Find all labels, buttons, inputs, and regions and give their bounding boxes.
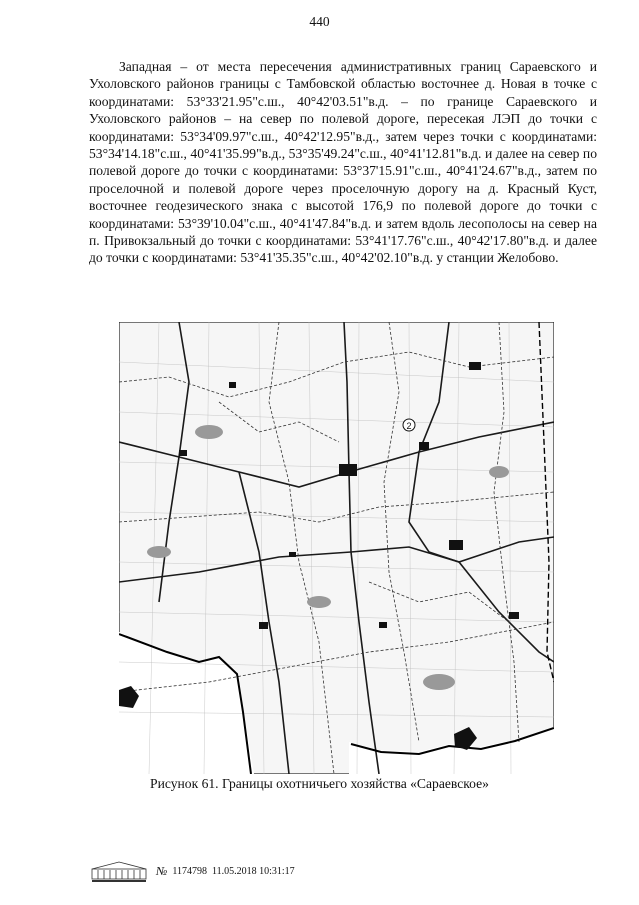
number-sign: № bbox=[156, 863, 168, 878]
page-number: 440 bbox=[309, 14, 330, 29]
registration-datetime: 11.05.2018 10:31:17 bbox=[211, 865, 295, 877]
document-number: 1174798 bbox=[172, 865, 207, 877]
hunting-ground-map bbox=[119, 322, 554, 774]
boundary-description bbox=[89, 58, 597, 267]
boundary-paragraph: Западная – от места пересечения административных границ Сараевского и Ухоловского районов границы с Тамбовской областью восточнее д. Новая в точке с координатами: 53°33'21.95"с.ш., 40°42'03.51"в.д. – по границе Сараевского и Ухоловского районов – на север по полевой дороге, пересекая ЛЭП до точки с координатами: 53°34'09.97"с.ш., 40°42'12.95"в.д., затем через точки с координатами: 53°34'14.18"с.ш., 40°41'35.99"в.д., 53°35'49.24"с.ш., 40°41'12.81"в.д. и далее на север по полевой дороге до точки с координатами: 53°37'15.91"с.ш., 40°41'24.67"в.д., затем по проселочной и полевой дороге через проселочную дорогу на д. Красный Куст, восточнее геодезического знака с высотой 176,9 по полевой дороге до точки с координатами: 53°39'10.04"с.ш., 40°41'47.84"в.д. и затем вдоль лесополосы на север на п. Привокзальный до точки с координатами: 53°41'17.76"с.ш., 40°42'17.80"в.д. и далее до точки с координатами: 53°41'35.35"с.ш., 40°42'02.10"в.д. у станции Желобово. bbox=[89, 59, 597, 266]
map-drawing bbox=[119, 322, 554, 774]
map-label: 2 bbox=[406, 421, 412, 431]
registration-stamp bbox=[156, 864, 295, 879]
figure-caption: Рисунок 61. Границы охотничьего хозяйства «Сараевское» bbox=[150, 776, 489, 791]
parliament-logo-icon bbox=[90, 859, 148, 883]
footer bbox=[90, 858, 295, 884]
